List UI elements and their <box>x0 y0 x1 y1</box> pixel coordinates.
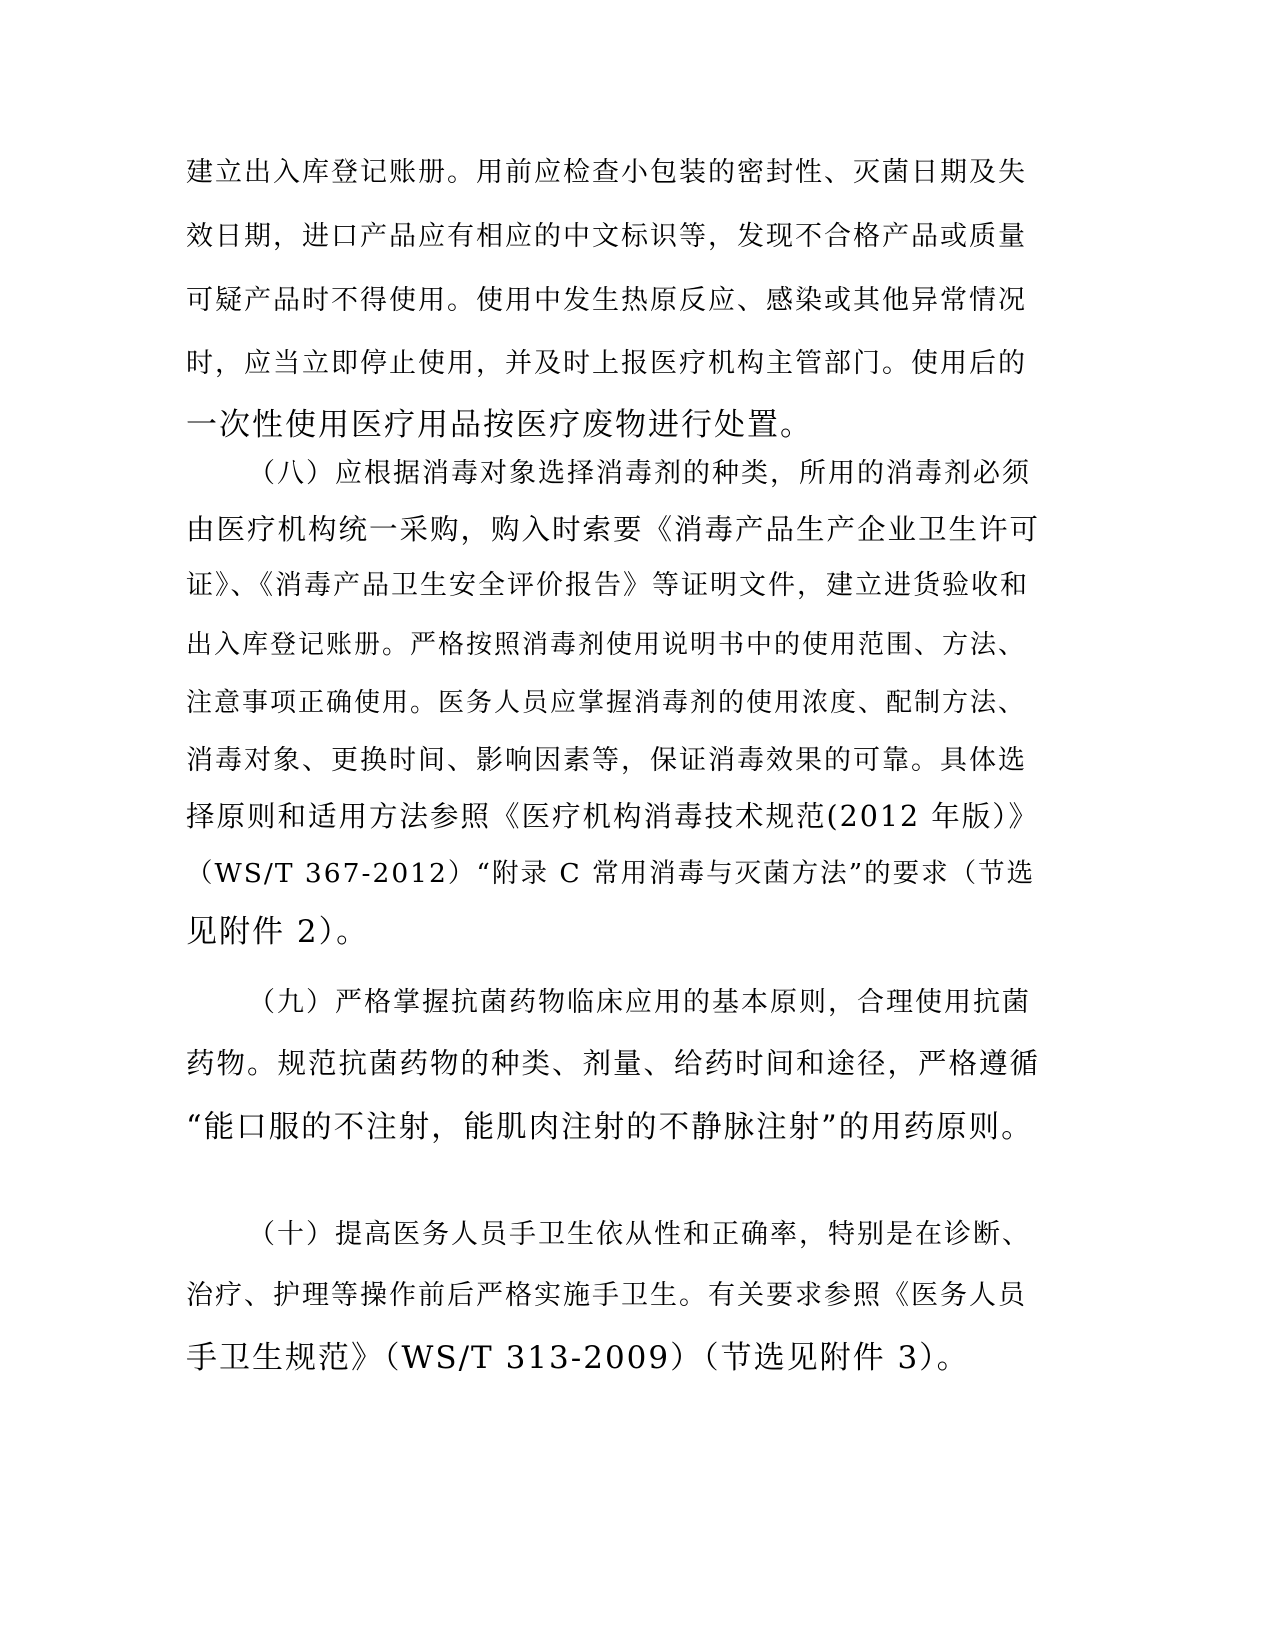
text-line: 见附件 2）。 <box>186 914 370 950</box>
text-line: （八）应根据消毒对象选择消毒剂的种类，所用的消毒剂必须 <box>248 458 1031 489</box>
text-line: 建立出入库登记账册。用前应检查小包装的密封性、灭菌日期及失 <box>186 157 1027 188</box>
text-line: （十）提高医务人员手卫生依从性和正确率，特别是在诊断、 <box>248 1219 1031 1250</box>
text-line: 治疗、护理等操作前后严格实施手卫生。有关要求参照《医务人员 <box>186 1280 1027 1311</box>
text-line: （九）严格掌握抗菌药物临床应用的基本原则，合理使用抗菌 <box>248 987 1031 1018</box>
text-line: 一次性使用医疗用品按医疗废物进行处置。 <box>186 407 813 443</box>
text-line: 注意事项正确使用。医务人员应掌握消毒剂的使用浓度、配制方法、 <box>186 688 1027 718</box>
text-line: 药物。规范抗菌药物的种类、剂量、给药时间和途径，严格遵循 <box>186 1047 1041 1080</box>
text-line: 效日期，进口产品应有相应的中文标识等，发现不合格产品或质量 <box>186 221 1027 252</box>
text-line: （WS/T 367-2012）“附录 C 常用消毒与灭菌方法”的要求（节选 <box>186 858 1036 889</box>
text-line: “能口服的不注射，能肌肉注射的不静脉注射”的用药原则。 <box>186 1110 1034 1145</box>
text-line: 由医疗机构统一采购，购入时索要《消毒产品生产企业卫生许可 <box>186 513 1041 546</box>
text-line: 择原则和适用方法参照《医疗机构消毒技术规范(2012 年版）》 <box>186 800 1039 833</box>
text-line: 手卫生规范》（WS/T 313-2009）（节选见附件 3）。 <box>186 1340 970 1376</box>
text-line: 消毒对象、更换时间、影响因素等，保证消毒效果的可靠。具体选 <box>186 745 1027 776</box>
text-line: 证》、《消毒产品卫生安全评价报告》等证明文件，建立进货验收和 <box>186 570 1029 601</box>
text-line: 出入库登记账册。严格按照消毒剂使用说明书中的使用范围、方法、 <box>186 630 1027 660</box>
text-line: 可疑产品时不得使用。使用中发生热原反应、感染或其他异常情况 <box>186 285 1027 316</box>
text-line: 时，应当立即停止使用，并及时上报医疗机构主管部门。使用后的 <box>186 348 1027 379</box>
